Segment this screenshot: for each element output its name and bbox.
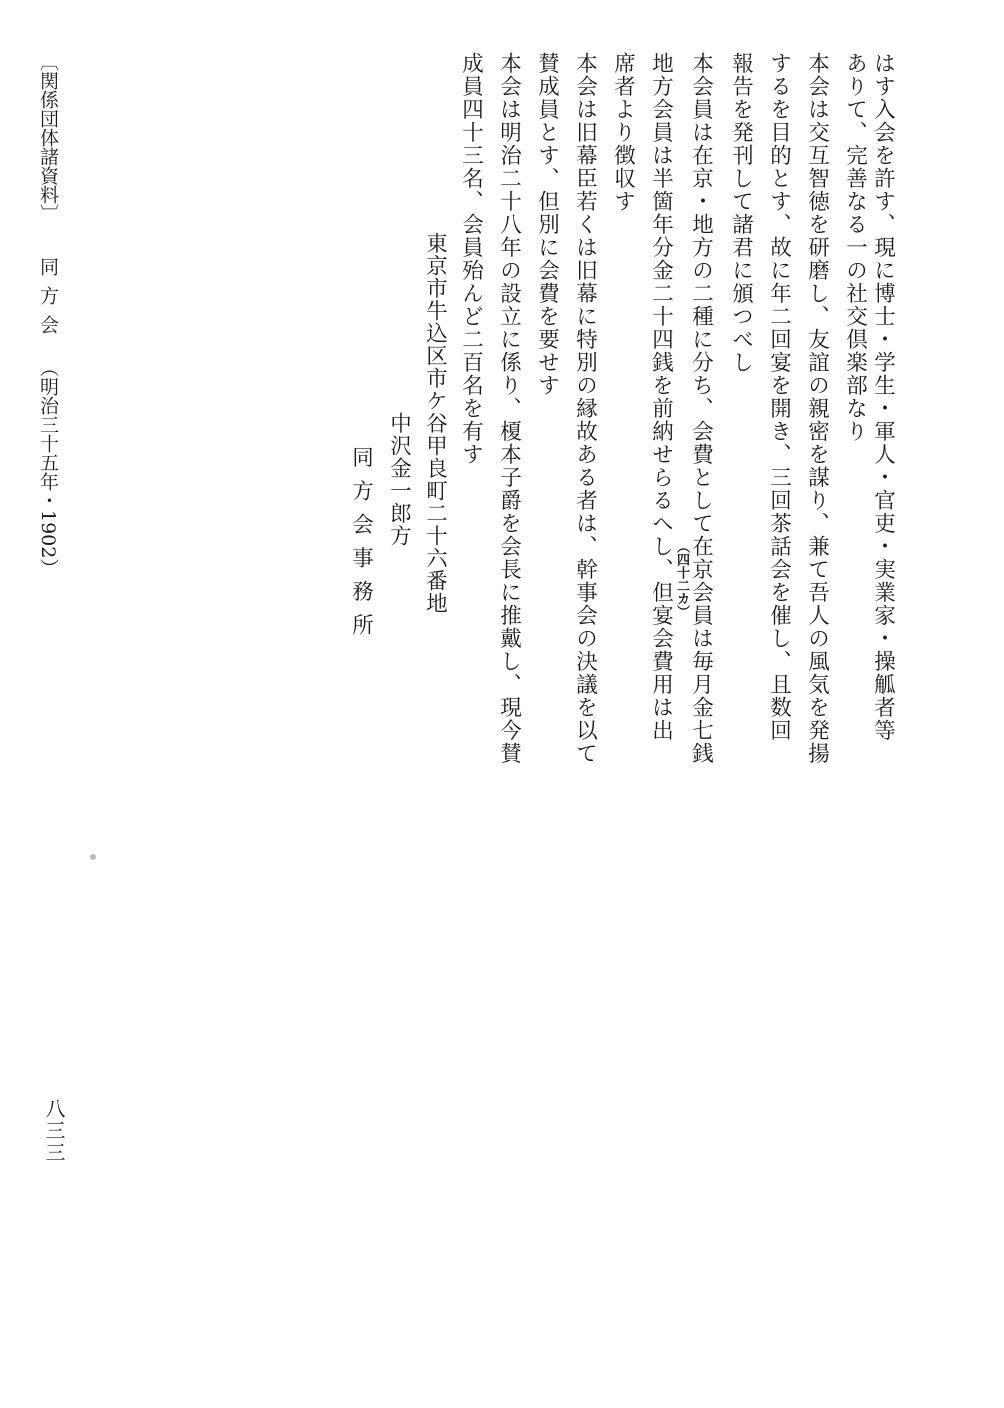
body-line-4: するを目的とす、故に年二回宴を開き、三回茶話会を催し、且数回	[766, 52, 792, 742]
body-line-8: 席者より徴収す	[610, 52, 636, 213]
scan-speck	[90, 854, 96, 860]
header-title: 同方会	[37, 257, 59, 344]
body-line-5: 報告を発刊して諸君に頒つべし	[728, 52, 754, 374]
address-line-1: 東京市牛込区市ケ谷甲良町二十六番地	[422, 232, 448, 615]
page-number: 八三三	[42, 1098, 66, 1164]
body-line-1: はす入会を許す、現に博士・学生・軍人・官吏・実業家・操觚者等	[870, 52, 896, 742]
body-line-6: 本会員は在京・地方の二種に分ち、会費として在京会員は毎月金七銭	[688, 52, 714, 765]
running-header	[38, 52, 57, 577]
body-line-9: 本会は旧幕臣若くは旧幕に特別の縁故ある者は、幹事会の決議を以て	[572, 52, 598, 765]
body-line-7: 地方会員は半箇年分金二十四銭を前納せらるへし、但宴会費用は出	[648, 52, 674, 742]
editorial-annotation: （四十二カ）	[674, 540, 689, 618]
body-line-11: 本会は明治二十八年の設立に係り、榎本子爵を会長に推戴し、現今賛	[496, 52, 522, 765]
body-line-10: 賛成員とす、但別に会費を要せす	[534, 52, 560, 397]
header-period: （明治三十五年・1902）	[37, 358, 59, 578]
header-section: 〔関係団体諸資料〕	[37, 52, 59, 223]
body-line-3: 本会は交互智徳を研磨し、友誼の親密を謀り、兼て吾人の風気を発揚	[804, 52, 830, 765]
address-line-3: 同方会事務所	[348, 446, 374, 647]
address-line-2: 中沢金一郎方	[386, 412, 412, 547]
body-line-2: ありて、完善なる一の社交倶楽部なり	[842, 52, 868, 443]
body-line-12: 成員四十三名、会員殆んど二百名を有す	[458, 52, 484, 466]
